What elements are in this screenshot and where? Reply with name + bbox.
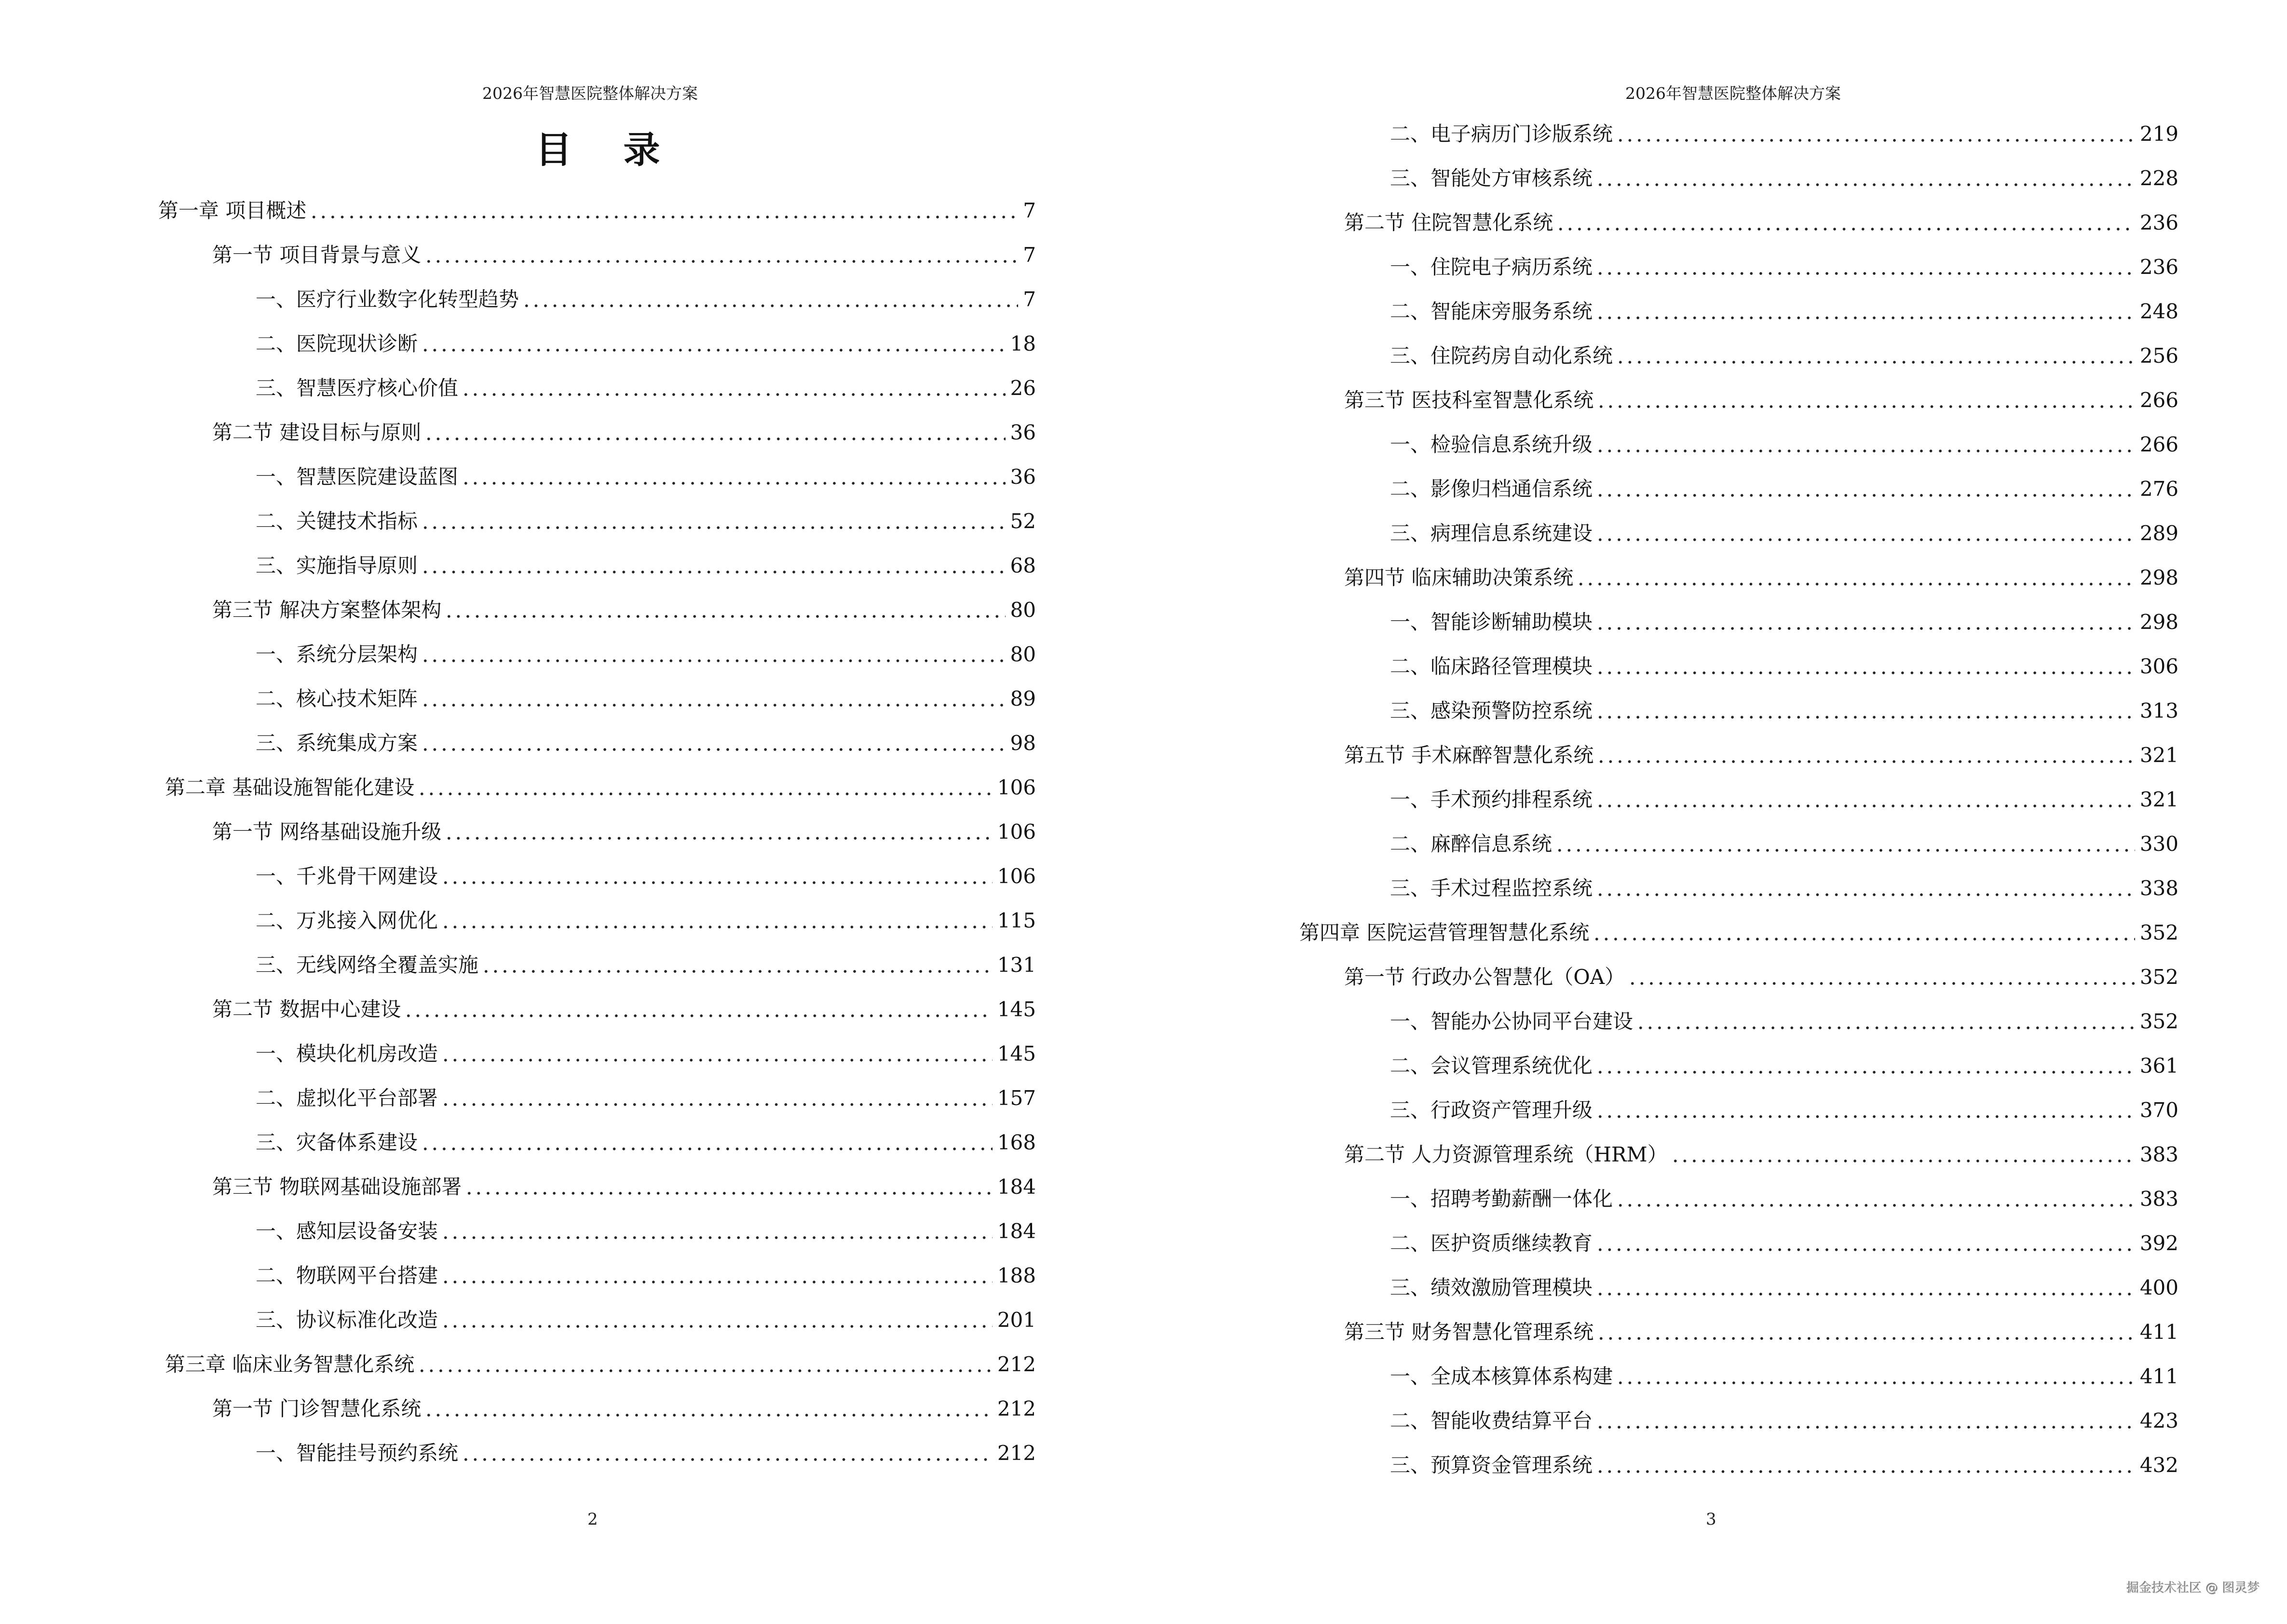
dot-leader	[417, 773, 992, 802]
dot-leader	[444, 596, 1005, 625]
dot-leader	[421, 507, 1006, 536]
dot-leader	[461, 463, 1006, 491]
toc-entry-label: 二、智能床旁服务系统	[1390, 300, 1593, 323]
toc-entry-label: 二、麻醉信息系统	[1390, 832, 1552, 856]
toc-entry-label: 二、影像归档通信系统	[1390, 477, 1593, 501]
dot-leader	[1616, 1185, 2135, 1214]
toc-entry-page-number: 18	[1010, 332, 1036, 355]
toc-entry[interactable]	[1390, 519, 2178, 548]
toc-entry-label: 第一节 行政办公智慧化（OA）	[1344, 965, 1625, 989]
toc-entry-label: 二、物联网平台搭建	[256, 1264, 438, 1287]
toc-entry-page-number: 392	[2139, 1231, 2178, 1255]
toc-entry-page-number: 89	[1010, 687, 1036, 710]
toc-entry[interactable]	[1390, 120, 2178, 149]
toc-entry[interactable]	[256, 906, 1036, 935]
dot-leader	[1595, 1051, 2135, 1080]
toc-entry-page-number: 289	[2139, 521, 2178, 545]
toc-entry-page-number: 188	[997, 1264, 1036, 1287]
toc-entry-label: 第三节 解决方案整体架构	[212, 598, 442, 622]
dot-leader	[1636, 1007, 2135, 1036]
toc-entry-page-number: 184	[997, 1175, 1036, 1199]
dot-leader	[421, 1128, 993, 1157]
dot-leader	[1595, 1406, 2135, 1435]
toc-entry[interactable]	[212, 418, 1036, 447]
running-header: 2026年智慧医院整体解决方案	[1625, 84, 1841, 103]
toc-entry-label: 第一章 项目概述	[158, 199, 307, 222]
toc-entry-label: 第一节 项目背景与意义	[212, 243, 422, 267]
running-header: 2026年智慧医院整体解决方案	[482, 84, 698, 103]
toc-entry-label: 第四节 临床辅助决策系统	[1344, 566, 1574, 589]
dot-leader	[421, 329, 1006, 358]
toc-entry-page-number: 306	[2139, 655, 2178, 678]
dot-leader	[1556, 208, 2135, 237]
toc-entry-page-number: 298	[2139, 610, 2178, 634]
dot-leader	[1595, 608, 2135, 637]
toc-title: 目 录	[535, 128, 680, 171]
toc-entry-page-number: 168	[997, 1131, 1036, 1154]
toc-entry[interactable]	[1390, 1096, 2178, 1125]
dot-leader	[481, 951, 993, 980]
toc-entry-label: 一、招聘考勤薪酬一体化	[1390, 1187, 1613, 1211]
toc-entry-page-number: 236	[2139, 211, 2178, 234]
dot-leader	[441, 1039, 993, 1068]
toc-entry[interactable]	[1390, 696, 2178, 725]
right-page	[1144, 0, 2287, 1624]
toc-entry-label: 三、灾备体系建设	[256, 1131, 418, 1154]
toc-entry-label: 一、系统分层架构	[256, 642, 418, 666]
dot-leader	[1616, 1362, 2135, 1391]
toc-entry-page-number: 201	[997, 1308, 1036, 1332]
toc-entry-label: 一、千兆骨干网建设	[256, 864, 438, 888]
dot-leader	[444, 818, 992, 846]
toc-entry[interactable]	[1390, 1451, 2178, 1480]
toc-entry-page-number: 248	[2139, 300, 2178, 323]
toc-entry-page-number: 157	[997, 1086, 1036, 1110]
toc-entry-label: 第三章 临床业务智慧化系统	[165, 1352, 415, 1376]
toc-entry-page-number: 26	[1010, 376, 1036, 400]
toc-entry-page-number: 80	[1010, 598, 1036, 622]
toc-entry[interactable]	[1390, 1362, 2178, 1391]
toc-entry-page-number: 423	[2139, 1409, 2178, 1433]
toc-entry-label: 二、核心技术矩阵	[256, 687, 418, 710]
toc-entry-page-number: 184	[997, 1219, 1036, 1243]
toc-entry[interactable]	[1390, 1185, 2178, 1214]
toc-entry-label: 第三节 医技科室智慧化系统	[1344, 388, 1594, 412]
toc-entry-page-number: 7	[1023, 243, 1036, 267]
toc-entry-label: 一、住院电子病历系统	[1390, 255, 1593, 279]
dot-leader	[461, 1439, 993, 1468]
toc-entry[interactable]	[1390, 475, 2178, 504]
toc-entry-page-number: 7	[1023, 199, 1036, 222]
toc-entry-label: 二、智能收费结算平台	[1390, 1409, 1593, 1433]
toc-entry-label: 第二节 建设目标与原则	[212, 421, 422, 444]
toc-entry-page-number: 432	[2139, 1453, 2178, 1477]
dot-leader	[1628, 963, 2135, 992]
toc-entry[interactable]	[212, 1394, 1036, 1423]
dot-leader	[424, 418, 1005, 447]
toc-entry-label: 二、万兆接入网优化	[256, 909, 438, 932]
toc-entry-label: 三、预算资金管理系统	[1390, 1453, 1593, 1477]
toc-entry[interactable]	[256, 285, 1036, 314]
dot-leader	[404, 995, 992, 1024]
toc-entry-page-number: 370	[2139, 1098, 2178, 1122]
toc-entry-page-number: 383	[2139, 1187, 2178, 1211]
toc-entry[interactable]	[1344, 1318, 2178, 1347]
dot-leader	[1595, 297, 2135, 326]
toc-entry[interactable]	[256, 862, 1036, 891]
toc-entry-label: 三、感染预警防控系统	[1390, 699, 1593, 723]
toc-entry-page-number: 298	[2139, 566, 2178, 589]
toc-entry-label: 三、行政资产管理升级	[1390, 1098, 1593, 1122]
toc-entry[interactable]	[165, 1350, 1036, 1379]
toc-entry-page-number: 219	[2139, 122, 2178, 146]
toc-entry-page-number: 236	[2139, 255, 2178, 279]
dot-leader	[1595, 519, 2135, 548]
dot-leader	[522, 285, 1018, 314]
toc-entry-label: 一、智慧医院建设蓝图	[256, 465, 459, 489]
toc-entry-label: 第五节 手术麻醉智慧化系统	[1344, 743, 1594, 767]
toc-entry[interactable]	[212, 596, 1036, 625]
toc-entry-page-number: 352	[2139, 1010, 2178, 1033]
toc-entry[interactable]	[212, 1173, 1036, 1201]
toc-entry[interactable]	[1344, 1140, 2178, 1169]
toc-entry-page-number: 80	[1010, 642, 1036, 666]
toc-entry[interactable]	[256, 463, 1036, 491]
toc-entry[interactable]	[256, 1039, 1036, 1068]
toc-entry-page-number: 338	[2139, 876, 2178, 900]
dot-leader	[417, 1350, 992, 1379]
toc-entry-page-number: 313	[2139, 699, 2178, 723]
dot-leader	[441, 862, 993, 891]
toc-entry-label: 第一节 门诊智慧化系统	[212, 1397, 422, 1420]
toc-entry[interactable]	[256, 951, 1036, 980]
toc-entry-label: 三、智能处方审核系统	[1390, 166, 1593, 190]
toc-entry-label: 二、关键技术指标	[256, 509, 418, 533]
toc-entry[interactable]	[1390, 1051, 2178, 1080]
toc-entry-page-number: 212	[997, 1352, 1036, 1376]
toc-entry-label: 一、全成本核算体系构建	[1390, 1365, 1613, 1388]
dot-leader	[441, 1217, 993, 1246]
toc-entry-label: 三、实施指导原则	[256, 554, 418, 577]
toc-entry-page-number: 106	[997, 864, 1036, 888]
toc-entry-label: 第四章 医院运营管理智慧化系统	[1299, 921, 1590, 944]
toc-entry[interactable]	[256, 729, 1036, 758]
toc-entry-page-number: 36	[1010, 465, 1036, 489]
toc-entry[interactable]	[165, 773, 1036, 802]
dot-leader	[464, 1173, 992, 1201]
toc-entry[interactable]	[256, 1128, 1036, 1157]
toc-entry-label: 三、协议标准化改造	[256, 1308, 438, 1332]
toc-entry[interactable]	[256, 551, 1036, 580]
toc-entry[interactable]	[1390, 830, 2178, 859]
toc-entry[interactable]	[1390, 341, 2178, 370]
toc-entry-page-number: 330	[2139, 832, 2178, 856]
toc-entry-page-number: 145	[997, 1042, 1036, 1065]
toc-entry-page-number: 98	[1010, 731, 1036, 755]
toc-entry[interactable]	[256, 1306, 1036, 1335]
toc-entry-label: 第三节 财务智慧化管理系统	[1344, 1320, 1594, 1344]
toc-entry[interactable]	[1390, 785, 2178, 814]
dot-leader	[424, 1394, 992, 1423]
dot-leader	[1595, 874, 2135, 903]
dot-leader	[1576, 563, 2135, 592]
toc-entry[interactable]	[1344, 208, 2178, 237]
dot-leader	[1595, 430, 2135, 459]
dot-leader	[1595, 253, 2135, 282]
dot-leader	[1595, 785, 2135, 814]
toc-entry[interactable]	[256, 684, 1036, 713]
page-number: 2	[587, 1510, 598, 1529]
dot-leader	[1595, 1096, 2135, 1125]
dot-leader	[1616, 341, 2135, 370]
dot-leader	[421, 684, 1006, 713]
toc-entry-page-number: 411	[2139, 1320, 2178, 1344]
dot-leader	[1595, 164, 2135, 193]
dot-leader	[1595, 696, 2135, 725]
dot-leader	[1595, 475, 2135, 504]
toc-entry[interactable]	[1390, 430, 2178, 459]
toc-entry-label: 三、住院药房自动化系统	[1390, 344, 1613, 368]
toc-entry-page-number: 352	[2139, 921, 2178, 944]
toc-entry-label: 一、模块化机房改造	[256, 1042, 438, 1065]
toc-entry-label: 一、检验信息系统升级	[1390, 433, 1593, 456]
toc-entry-label: 三、绩效激励管理模块	[1390, 1276, 1593, 1299]
toc-entry[interactable]	[256, 1261, 1036, 1290]
dot-leader	[1616, 120, 2135, 149]
toc-entry-label: 第二章 基础设施智能化建设	[165, 776, 415, 799]
dot-leader	[421, 551, 1006, 580]
toc-entry[interactable]	[212, 818, 1036, 846]
dot-leader	[1596, 386, 2135, 415]
toc-entry-label: 一、手术预约排程系统	[1390, 788, 1593, 811]
toc-entry[interactable]	[1344, 386, 2178, 415]
toc-entry[interactable]	[212, 995, 1036, 1024]
toc-entry[interactable]	[1390, 1229, 2178, 1258]
toc-entry-page-number: 321	[2139, 788, 2178, 811]
page-number: 3	[1706, 1510, 1716, 1529]
toc-entry-label: 一、医疗行业数字化转型趋势	[256, 287, 519, 311]
dot-leader	[1555, 830, 2135, 859]
toc-entry-page-number: 68	[1010, 554, 1036, 577]
toc-entry[interactable]	[256, 640, 1036, 669]
dot-leader	[421, 640, 1006, 669]
dot-leader	[309, 196, 1018, 225]
dot-leader	[441, 906, 993, 935]
dot-leader	[1595, 1229, 2135, 1258]
toc-entry-label: 二、会议管理系统优化	[1390, 1054, 1593, 1078]
toc-entry-page-number: 361	[2139, 1054, 2178, 1078]
toc-entry-page-number: 145	[997, 997, 1036, 1021]
dot-leader	[441, 1084, 993, 1113]
toc-entry[interactable]	[1390, 1273, 2178, 1302]
toc-entry[interactable]	[256, 374, 1036, 403]
dot-leader	[441, 1261, 993, 1290]
toc-entry-label: 一、智能挂号预约系统	[256, 1441, 459, 1465]
toc-entry[interactable]	[256, 507, 1036, 536]
toc-entry[interactable]	[256, 1084, 1036, 1113]
toc-entry[interactable]	[1390, 297, 2178, 326]
dot-leader	[424, 241, 1018, 270]
toc-entry-label: 三、无线网络全覆盖实施	[256, 953, 479, 977]
toc-entry-page-number: 115	[997, 909, 1036, 932]
toc-entry-page-number: 7	[1023, 287, 1036, 311]
dot-leader	[1596, 741, 2135, 770]
toc-entry-label: 第二节 人力资源管理系统（HRM）	[1344, 1143, 1668, 1166]
toc-entry[interactable]	[1344, 963, 2178, 992]
toc-entry[interactable]	[1390, 652, 2178, 681]
toc-entry-label: 一、智能诊断辅助模块	[1390, 610, 1593, 634]
toc-entry-page-number: 276	[2139, 477, 2178, 501]
dot-leader	[1595, 1451, 2135, 1480]
toc-entry-label: 三、病理信息系统建设	[1390, 521, 1593, 545]
toc-entry-label: 三、智慧医疗核心价值	[256, 376, 459, 400]
toc-entry-page-number: 383	[2139, 1143, 2178, 1166]
toc-entry-page-number: 52	[1010, 509, 1036, 533]
toc-entry-label: 二、医院现状诊断	[256, 332, 418, 355]
dot-leader	[1596, 1318, 2135, 1347]
dot-leader	[1671, 1140, 2135, 1169]
toc-entry-label: 二、虚拟化平台部署	[256, 1086, 438, 1110]
toc-entry[interactable]	[1299, 918, 2178, 947]
dot-leader	[441, 1306, 993, 1335]
toc-entry-label: 第二节 数据中心建设	[212, 997, 401, 1021]
toc-entry[interactable]	[256, 329, 1036, 358]
toc-entry-label: 第一节 网络基础设施升级	[212, 820, 442, 844]
toc-entry-page-number: 266	[2139, 433, 2178, 456]
toc-entry-label: 二、临床路径管理模块	[1390, 655, 1593, 678]
toc-entry-label: 二、医护资质继续教育	[1390, 1231, 1593, 1255]
toc-entry[interactable]	[1390, 164, 2178, 193]
toc-entry[interactable]	[256, 1439, 1036, 1468]
toc-entry[interactable]	[1390, 608, 2178, 637]
toc-entry[interactable]	[256, 1217, 1036, 1246]
toc-entry-page-number: 228	[2139, 166, 2178, 190]
toc-entry-page-number: 400	[2139, 1276, 2178, 1299]
toc-entry-label: 一、感知层设备安装	[256, 1219, 438, 1243]
toc-entry-page-number: 321	[2139, 743, 2178, 767]
toc-entry[interactable]	[1390, 253, 2178, 282]
toc-entry-label: 第二节 住院智慧化系统	[1344, 211, 1553, 234]
toc-entry-label: 三、系统集成方案	[256, 731, 418, 755]
toc-entry-page-number: 131	[997, 953, 1036, 977]
toc-entry-page-number: 36	[1010, 421, 1036, 444]
toc-entry-page-number: 212	[997, 1397, 1036, 1420]
dot-leader	[1595, 652, 2135, 681]
toc-entry-page-number: 266	[2139, 388, 2178, 412]
toc-entry-label: 三、手术过程监控系统	[1390, 876, 1593, 900]
toc-entry-page-number: 212	[997, 1441, 1036, 1465]
watermark: 掘金技术社区 @ 图灵梦	[2126, 1581, 2260, 1596]
dot-leader	[1592, 918, 2135, 947]
toc-entry-page-number: 411	[2139, 1365, 2178, 1388]
toc-entry[interactable]	[1390, 874, 2178, 903]
toc-entry-page-number: 256	[2139, 344, 2178, 368]
toc-entry-page-number: 106	[997, 820, 1036, 844]
toc-entry[interactable]	[1344, 741, 2178, 770]
toc-entry-page-number: 352	[2139, 965, 2178, 989]
toc-entry-label: 二、电子病历门诊版系统	[1390, 122, 1613, 146]
toc-entry-page-number: 106	[997, 776, 1036, 799]
dot-leader	[421, 729, 1006, 758]
toc-entry[interactable]	[1390, 1406, 2178, 1435]
toc-entry[interactable]	[1344, 563, 2178, 592]
dot-leader	[1595, 1273, 2135, 1302]
toc-entry-label: 第三节 物联网基础设施部署	[212, 1175, 462, 1199]
toc-entry-label: 一、智能办公协同平台建设	[1390, 1010, 1634, 1033]
dot-leader	[461, 374, 1006, 403]
toc-entry[interactable]	[158, 196, 1036, 225]
toc-entry[interactable]	[1390, 1007, 2178, 1036]
toc-entry[interactable]	[212, 241, 1036, 270]
